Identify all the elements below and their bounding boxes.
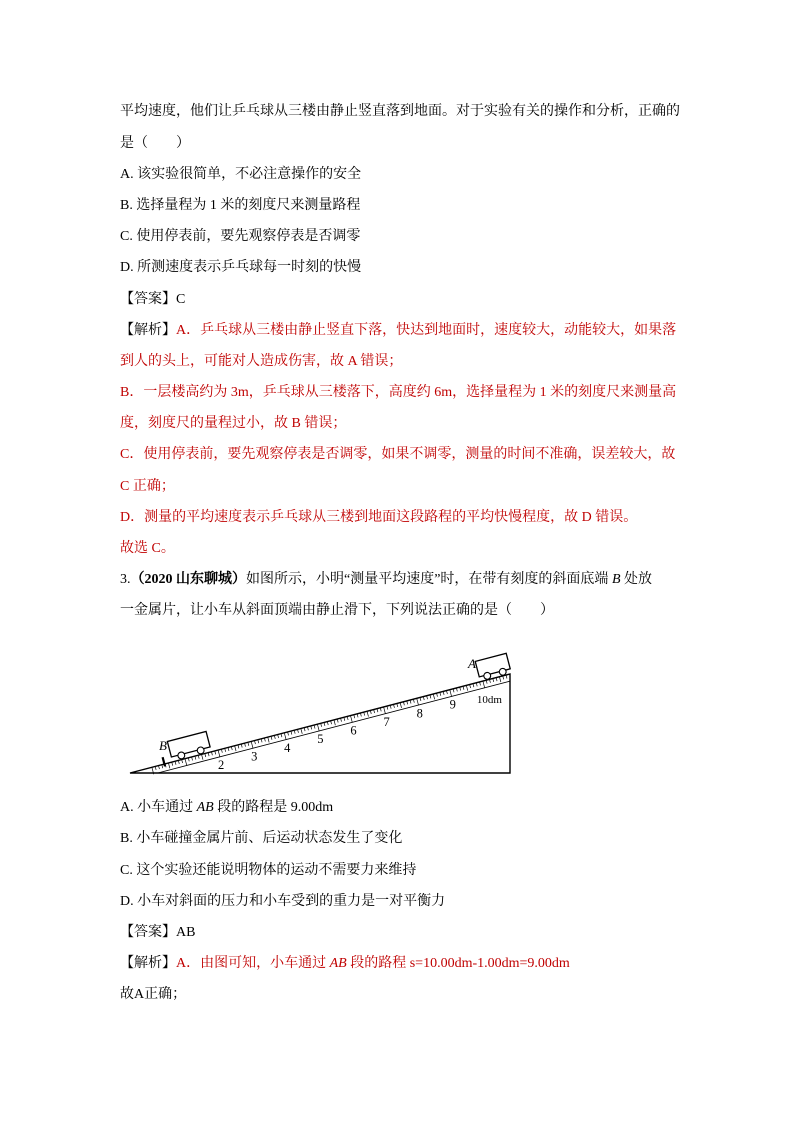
- q3-stem-line-2: 一金属片，让小车从斜面顶端由静止滑下，下列说法正确的是（ ）: [120, 603, 554, 619]
- ruler-label: 4: [284, 740, 291, 755]
- q2-analysis-conclusion: 故选 C。: [120, 541, 175, 557]
- q2-option-c: C. 使用停表前，要先观察停表是否调零: [120, 229, 361, 245]
- ruler-label: 9: [449, 697, 456, 712]
- q3-source: （2020 山东聊城）: [130, 572, 246, 588]
- incline-figure-block: [120, 627, 720, 793]
- q3-answer-line: [120, 917, 720, 948]
- q3-analysis-label: 【解析】: [120, 956, 176, 972]
- q2-stem-line-1: 平均速度，他们让乒乓球从三楼由静止竖直落到地面。对于实验有关的操作和分析，正确的: [120, 104, 680, 120]
- cart-top-label: A: [468, 656, 476, 672]
- q2-answer-value: C: [176, 291, 186, 307]
- q2-option-d: D. 所测速度表示乒乓球每一时刻的快慢: [120, 260, 362, 276]
- q2-stem-line-2: 是（ ）: [120, 135, 190, 151]
- q3-option-b: B. 小车碰撞金属片前、后运动状态发生了变化: [120, 831, 403, 847]
- q2-option-b: B. 选择量程为 1 米的刻度尺来测量路程: [120, 197, 361, 213]
- q3-analysis-prefix: A．由图可知，小车通过: [176, 956, 330, 972]
- q3-stem-text: 如图所示，小明“测量平均速度”时，在带有刻度的斜面底端: [246, 572, 612, 588]
- q2-answer-line: [120, 284, 720, 315]
- q3-option-a-segment: AB: [196, 800, 214, 816]
- q3-analysis-segment: AB: [329, 956, 347, 972]
- q3-stem-line-1: [120, 564, 720, 595]
- ruler-label: 3: [251, 749, 258, 764]
- ruler-label: 6: [350, 723, 357, 738]
- q2-analysis-line-2: 到人的头上，可能对人造成伤害，故 A 错误；: [120, 353, 403, 369]
- q2-analysis-line-1: [120, 315, 720, 346]
- q2-option-a: A. 该实验很简单，不必注意操作的安全: [120, 166, 362, 182]
- q3-option-d: D. 小车对斜面的压力和小车受到的重力是一对平衡力: [120, 893, 446, 909]
- q3-stem-point-b: B: [611, 572, 621, 588]
- q3-number: 3.: [120, 572, 131, 588]
- q2-analysis-line-4: 度，刻度尺的量程过小，故 B 错误；: [120, 416, 347, 432]
- document-content: [120, 96, 720, 1010]
- incline-ruler-figure: [128, 640, 520, 782]
- q3-analysis-line-2: 故A正确；: [120, 987, 187, 1003]
- ruler-label: 8: [416, 706, 423, 721]
- cart-bottom-label: B: [159, 738, 167, 754]
- q2-analysis-label: 【解析】: [120, 322, 176, 338]
- q3-analysis-suffix: 段的路程 s=10.00dm-1.00dm=9.00dm: [346, 956, 570, 972]
- q3-option-a-prefix: A. 小车通过: [120, 800, 197, 816]
- ruler-label: 10dm: [476, 694, 502, 707]
- incline-triangle: [130, 674, 510, 773]
- ruler-label: 7: [383, 715, 390, 730]
- q3-option-c: C. 这个实验还能说明物体的运动不需要力来维持: [120, 862, 417, 878]
- ruler-label: 5: [317, 732, 324, 747]
- q2-answer-label: 【答案】: [120, 291, 176, 307]
- q2-analysis-line-3: B．一层楼高约为 3m，乒乓球从三楼落下，高度约 6m，选择量程为 1 米的刻度尺来测量高: [120, 385, 677, 401]
- q3-analysis-line-1: [120, 948, 720, 979]
- q2-analysis-line-6: C 正确；: [120, 478, 175, 494]
- q3-stem-tail: 处放: [620, 572, 652, 588]
- q3-answer-label: 【答案】: [120, 924, 176, 940]
- q2-analysis-text-1: A．乒乓球从三楼由静止竖直下落，快达到地面时，速度较大，动能较大，如果落: [176, 322, 677, 338]
- q3-answer-value: AB: [176, 924, 196, 940]
- q3-option-a-suffix: 段的路程是 9.00dm: [213, 800, 334, 816]
- q2-analysis-line-5: C．使用停表前，要先观察停表是否调零，如果不调零，测量的时间不准确，误差较大，故: [120, 447, 676, 463]
- q2-analysis-line-7: D．测量的平均速度表示乒乓球从三楼到地面这段路程的平均快慢程度，故 D 错误。: [120, 509, 638, 525]
- ruler-label: 2: [217, 758, 225, 773]
- q3-option-a: [120, 792, 720, 823]
